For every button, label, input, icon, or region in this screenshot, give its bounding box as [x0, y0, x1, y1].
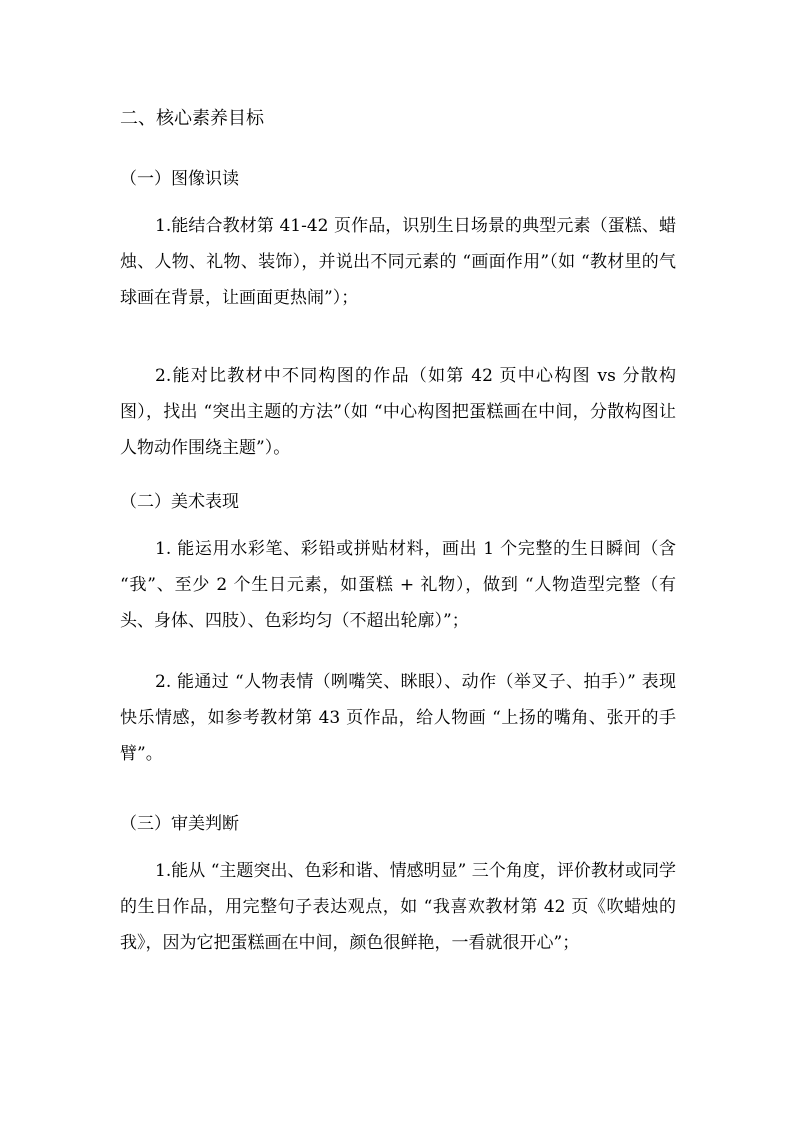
paragraph-art-expression-1: 1. 能运用水彩笔、彩铅或拼贴材料，画出 1 个完整的生日瞬间（含 “我”、至少 2 个生日元素，如蛋糕 + 礼物），做到 “人物造型完整（有头、身体、四肢）、色彩均匀（不超出轮廓）”；	[120, 539, 676, 631]
paragraph-art-expression-2: 2. 能通过 “人物表情（咧嘴笑、眯眼）、动作（举叉子、拍手）” 表现快乐情感，如参考教材第 43 页作品，给人物画 “上扬的嘴角、张开的手臂”。	[120, 672, 676, 764]
paragraph-image-reading-2: 2.能对比教材中不同构图的作品（如第 42 页中心构图 vs 分散构图），找出 “突出主题的方法”（如 “中心构图把蛋糕画在中间，分散构图让人物动作围绕主题”）。	[120, 366, 676, 458]
paragraph-aesthetic-judgment-1: 1.能从 “主题突出、色彩和谐、情感明显” 三个角度，评价教材或同学的生日作品，用完整句子表达观点，如 “我喜欢教材第 42 页《吹蜡烛的我》，因为它把蛋糕画在中间，颜色很鲜艳，一看就很开心”；	[120, 861, 676, 953]
subsection-title-art-expression: （二）美术表现	[120, 492, 239, 512]
paragraph-image-reading-1: 1.能结合教材第 41-42 页作品，识别生日场景的典型元素（蛋糕、蜡烛、人物、礼物、装饰），并说出不同元素的 “画面作用”（如 “教材里的气球画在背景，让画面更热闹”）；	[120, 216, 676, 308]
subsection-title-image-reading: （一）图像识读	[120, 169, 239, 189]
section-heading: 二、核心素养目标	[120, 108, 264, 129]
subsection-title-aesthetic-judgment: （三）审美判断	[120, 814, 239, 834]
